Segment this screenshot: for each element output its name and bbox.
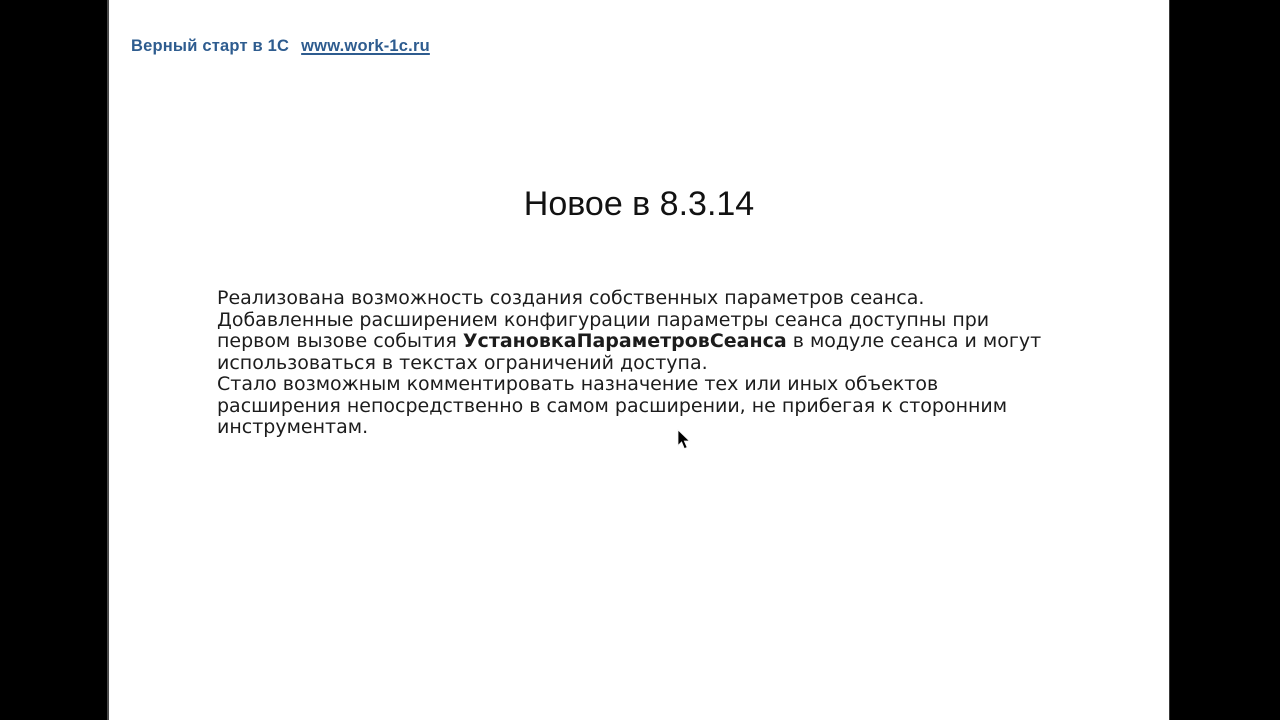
text-line: Реализована возможность создания собственных параметров сеанса. bbox=[217, 287, 925, 309]
slide-body-text bbox=[217, 288, 1041, 439]
text-line: первом вызове события УстановкаПараметровСеанса в модуле сеанса и могут bbox=[217, 330, 1042, 352]
website-link[interactable]: www.work-1c.ru bbox=[301, 37, 430, 55]
presentation-slide bbox=[107, 0, 1170, 720]
slide-title: Новое в 8.3.14 bbox=[523, 185, 755, 223]
brand-text: Верный старт в 1С bbox=[131, 37, 290, 55]
text-line: использоваться в текстах ограничений доступа. bbox=[217, 351, 708, 374]
brand-header bbox=[131, 37, 430, 56]
text-line: расширения непосредственно в самом расширении, не прибегая к сторонним bbox=[217, 394, 1008, 417]
text-line: Добавленные расширением конфигурации параметры сеанса доступны при bbox=[217, 308, 990, 331]
text-line: инструментам. bbox=[217, 416, 369, 438]
text-line: Стало возможным комментировать назначение тех или иных объектов bbox=[217, 373, 939, 395]
